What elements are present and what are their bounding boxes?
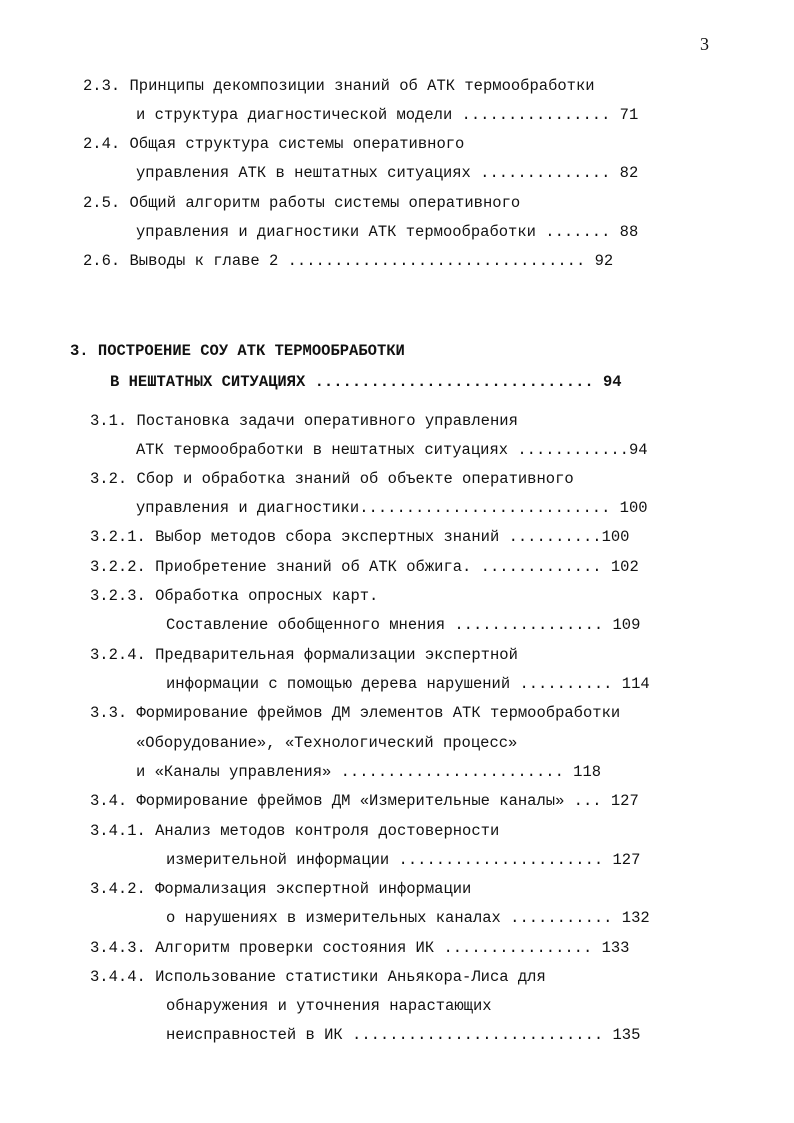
toc-line: 3.2.4. Предварительная формализации экспертной — [90, 646, 518, 664]
toc-line: 3.4.4. Использование статистики Аньякора-Лиса для — [90, 968, 546, 986]
toc-line: о нарушениях в измерительных каналах ........... 132 — [166, 909, 650, 927]
toc-line: управления и диагностики........................... 100 — [136, 499, 648, 517]
toc-line: 3.4.2. Формализация экспертной информации — [90, 880, 472, 898]
toc-line: обнаружения и уточнения нарастающих — [166, 997, 492, 1015]
toc-line: Составление обобщенного мнения ................ 109 — [166, 616, 641, 634]
toc-line: 2.4. Общая структура системы оперативного — [83, 135, 465, 153]
toc-line: 3.2.1. Выбор методов сбора экспертных знаний ..........100 — [90, 528, 630, 546]
toc-line: 3.2. Сбор и обработка знаний об объекте оперативного — [90, 470, 574, 488]
toc-line: 3.2.3. Обработка опросных карт. — [90, 587, 379, 605]
toc-line: АТК термообработки в нештатных ситуациях ............94 — [136, 441, 648, 459]
toc-line: информации с помощью дерева нарушений .......... 114 — [166, 675, 650, 693]
chapter-heading: В НЕШТАТНЫХ СИТУАЦИЯХ .............................. 94 — [110, 373, 622, 391]
toc-line: измерительной информации ...................... 127 — [166, 851, 641, 869]
toc-line: 3.4.3. Алгоритм проверки состояния ИК ................ 133 — [90, 939, 630, 957]
toc-line: 3.4.1. Анализ методов контроля достоверности — [90, 822, 500, 840]
toc-line: 2.6. Выводы к главе 2 ................................ 92 — [83, 252, 614, 270]
toc-line: 3.1. Постановка задачи оперативного управления — [90, 412, 518, 430]
toc-line: «Оборудование», «Технологический процесс» — [136, 734, 518, 752]
toc-line: и «Каналы управления» ........................ 118 — [136, 763, 602, 781]
toc-line: 2.3. Принципы декомпозиции знаний об АТК термообработки — [83, 77, 595, 95]
toc-line: 3.3. Формирование фреймов ДМ элементов АТК термообработки — [90, 704, 621, 722]
toc-line: 3.2.2. Приобретение знаний об АТК обжига. ............. 102 — [90, 558, 639, 576]
toc-line: и структура диагностической модели ................ 71 — [136, 106, 639, 124]
toc-line: 2.5. Общий алгоритм работы системы оперативного — [83, 194, 521, 212]
toc-line: управления АТК в нештатных ситуациях .............. 82 — [136, 164, 639, 182]
chapter-heading: 3. ПОСТРОЕНИЕ СОУ АТК ТЕРМООБРАБОТКИ — [70, 342, 405, 360]
page-number: 3 — [700, 34, 709, 54]
toc-line: управления и диагностики АТК термообработки ....... 88 — [136, 223, 639, 241]
toc-line: 3.4. Формирование фреймов ДМ «Измерительные каналы» ... 127 — [90, 792, 639, 810]
toc-line: неисправностей в ИК ........................... 135 — [166, 1026, 641, 1044]
